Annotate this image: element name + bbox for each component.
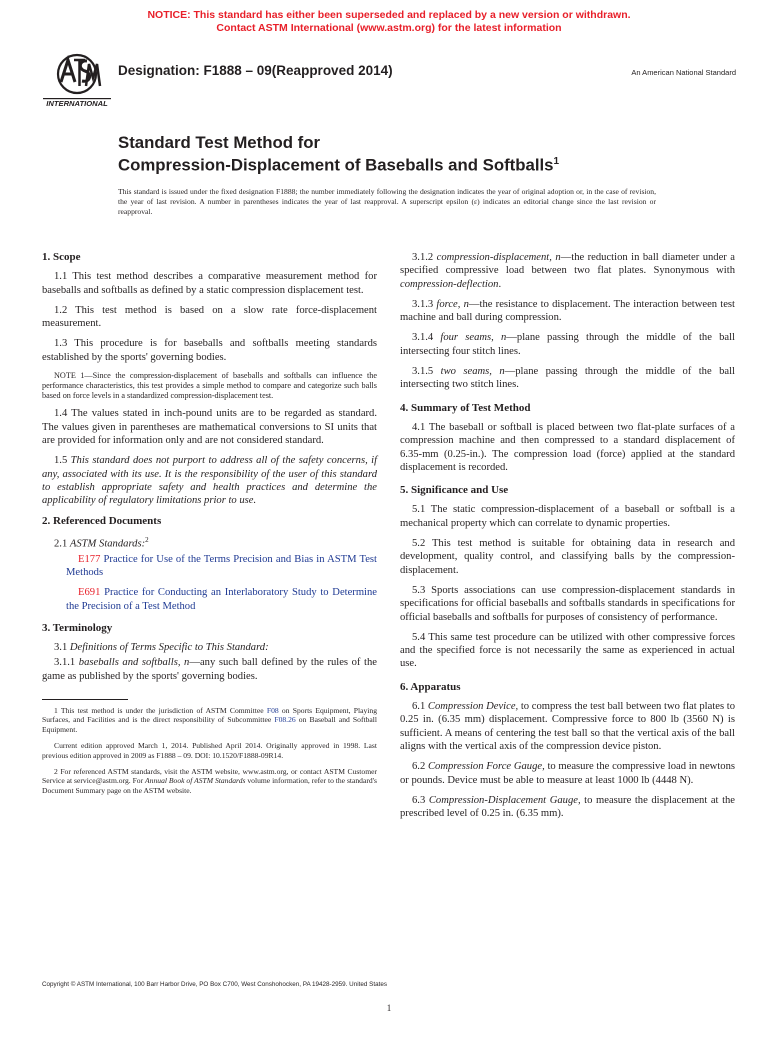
section-heading: 1. Scope [42,251,81,263]
paragraph [42,454,377,507]
designation: Designation: F1888 – 09(Reapproved 2014) [118,63,393,78]
section-heading: 6. Apparatus [400,680,461,693]
apparatus-term: Compression Device, [427,701,519,713]
synonym: compression-deflection [400,278,499,290]
withdrawal-notice [0,9,778,34]
paragraph-number: 3.1.3 [412,298,437,310]
title-footnote-mark: 1 [553,156,560,167]
reference-code[interactable]: E691 [78,587,101,599]
title-line-1: Standard Test Method for [118,133,320,152]
paragraph: 5.1 The static compression-displacement of a baseball or softball is a mechanical property which can correlate to dynamic properties. [400,504,735,529]
paragraph-number: 3.1.4 [412,332,441,344]
definition [42,656,377,683]
astm-logo [41,52,113,108]
logo-text: INTERNATIONAL [46,99,108,108]
footnote-italic: Annual Book of ASTM Standards [145,776,246,786]
definition [400,365,735,392]
paragraph-number: 2.1 [54,538,70,550]
paragraph: 4.1 The baseball or softball is placed between two flat-plate surfaces of a compression machine and then compressed to a standard displacement of 6.35-mm (0.25-in.). The compression load (force) applied at the standard displacement is recorded. [400,421,735,473]
astm-logo-icon [41,52,113,108]
paragraph-text: to measure the displacement at the prescribed level of 0.25 in. (6.35 mm). [400,794,736,820]
notice-line-1: NOTICE: This standard has either been superseded and replaced by a new version or withdrawn. [147,9,631,21]
footnote-text: volume information, refer to the standard's Document Summary page on the ASTM website. [42,776,378,795]
section-heading: 4. Summary of Test Method [400,401,531,414]
subsection-title: Definitions of Terms Specific to This Standard: [69,642,269,654]
reference-title[interactable]: Practice for Use of the Terms Precision and Bias in ASTM Test Methods [66,553,377,578]
document-title [118,133,559,175]
definition-text: —plane passing through the middle of the ball intersecting four stitch lines. [400,332,735,357]
defined-term: two seams, n [440,366,505,378]
title-main: Compression-Displacement of Baseballs and Softballs [118,155,554,175]
reference-title[interactable]: Practice for Conducting an Interlaboratory Study to Determine the Precision of a Test Method [66,587,377,612]
paragraph [400,794,735,821]
definition-text: —plane passing through the middle of the ball intersecting two stitch lines. [400,366,735,391]
defined-term: baseballs and softballs, n [78,657,190,669]
paragraph-number: 1.5 [54,455,71,467]
section-heading: 3. Terminology [42,621,113,634]
reference-link-e177[interactable] [42,553,377,580]
paragraph: 1.3 This procedure is for baseballs and softballs meeting standards established by the sports' governing bodies. [42,338,377,363]
apparatus-term: Compression-Displacement Gauge, [428,794,581,806]
defined-term: force, n [436,298,469,310]
issuance-statement: This standard is issued under the fixed designation F1888; the number immediately following the designation indicates the year of original adoption or, in the case of revision, the year of last revision. A number in parentheses indicates the year of last reapproval. A superscript epsilon (ε) indicates an editorial change since the last revision or reapproval. [118,187,656,216]
paragraph-number: 6.2 [412,761,428,773]
definition-text: —the reduction in ball diameter under a specified compressive load between two flat plates. Synonymous with [400,252,735,277]
footnote-text: on Sports Equipment, Playing Surfaces, and Facilities and is the direct responsibility of Subcommittee [42,706,377,725]
copyright-line: Copyright © ASTM International, 100 Barr Harbor Drive, PO Box C700, West Conshohocken, PA 19428-2959. United States [42,981,387,988]
paragraph: 5.3 Sports associations can use compression-displacement standards in specifications for official baseballs and softballs standards in specifications for official baseballs and softballs for purposes of consistency of performance. [400,584,735,623]
defined-term: compression-displacement, n [436,252,561,263]
paragraph-number: 3.1 [54,642,70,654]
definition: 3.1.2 compression-displacement, n—the reduction in ball diameter under a specified compressive load between two flat plates. Synonymous with compression-deflection. [400,252,735,290]
paragraph: 1.1 This test method describes a comparative measurement method for baseballs and softballs as defined by a static compression displacement test. [42,271,377,296]
footnote-text: on Baseball and Softball Equipment. [42,715,377,734]
national-standard-label: An American National Standard [631,68,736,77]
right-column [400,251,735,827]
left-column [42,251,377,802]
paragraph-number: 3.1.5 [412,366,441,378]
footnote-1 [42,706,377,734]
definition-text: —the resistance to displacement. The interaction between test machine and ball during compression. [400,298,735,324]
paragraph-number: 6.1 [412,701,428,713]
footnote-1-edition: Current edition approved March 1, 2014. Published April 2014. Originally approved in 1998. Last previous edition approved in 2009 as F1888 – 09. DOI: 10.1520/F1888-09R14. [42,741,377,760]
paragraph [400,760,735,787]
footnote-2 [42,767,377,795]
reference-link-e691[interactable] [42,586,377,613]
paragraph [42,534,377,551]
title-line-2 [118,152,559,175]
subsection-title: ASTM Standards: [69,538,146,550]
apparatus-term: Compression Force Gauge, [427,761,545,773]
paragraph [400,700,735,753]
paragraph: 1.4 The values stated in inch-pound units are to be regarded as standard. The values given in parentheses are mathematical conversions to SI units that are provided for information only and are not considered standard. [42,408,377,447]
footnote-text: 2 For referenced ASTM standards, visit the ASTM website, www.astm.org, or contact ASTM Customer Service at service@astm.org. For [42,767,377,786]
paragraph-number: 3.1.1 [54,657,79,669]
subcommittee-link[interactable]: F08.26 [274,715,296,725]
page-number: 1 [386,1003,392,1013]
definition [400,331,735,358]
footnote-mark: 2 [145,535,149,544]
paragraph-number: 6.3 [412,794,429,806]
definition-text: —any such ball defined by the rules of the game as published by the sports' governing bodies. [42,657,377,682]
definition [400,298,735,325]
notice-line-2: Contact ASTM International (www.astm.org) for the latest information [216,21,562,34]
section-heading: 5. Significance and Use [400,484,509,497]
safety-caveat: This standard does not purport to address all of the safety concerns, if any, associated with its use. It is the responsibility of the user of this standard to establish appropriate safety and health practices and determine the applicability of regulatory limitations prior to use. [42,455,378,507]
paragraph: 5.2 This test method is suitable for obtaining data in research and development, quality control, and classifying balls by the compression-displacement. [400,538,735,576]
section-heading: 2. Referenced Documents [42,514,162,527]
paragraph: 5.4 This same test procedure can be utilized with other compressive forces and the specified force is not necessarily the same as experienced in actual use. [400,631,735,670]
footnote-divider [42,699,128,700]
note: NOTE 1—Since the compression-displacement of baseballs and softballs can influence the performance characteristics, this test provides a simple method to compare and categorize such balls based on force levels in a standardized compression-displacement test. [42,371,377,400]
defined-term: four seams, n [440,332,507,344]
committee-link[interactable]: F08 [266,706,279,716]
reference-code[interactable]: E177 [78,553,101,565]
paragraph-number: 3.1.2 [412,252,437,263]
paragraph: 1.2 This test method is based on a slow rate force-displacement measurement. [42,304,377,330]
paragraph [42,641,377,654]
paragraph-text: to compress the test ball between two flat plates to 0.25 in. (6.35 mm) displacement. Compressive force to 800 lb (3560 N) is sufficient. A means of centering the test ball so that the vertical axis of the ball aligns with the vertical axis of the compression device piston. [400,701,735,752]
paragraph-text: to measure the compressive load in newtons or pounds. Device must be able to measure at least 1000 lb (4448 N). [400,761,735,786]
footnote-text: 1 This test method is under the jurisdiction of ASTM Committee [54,706,267,716]
